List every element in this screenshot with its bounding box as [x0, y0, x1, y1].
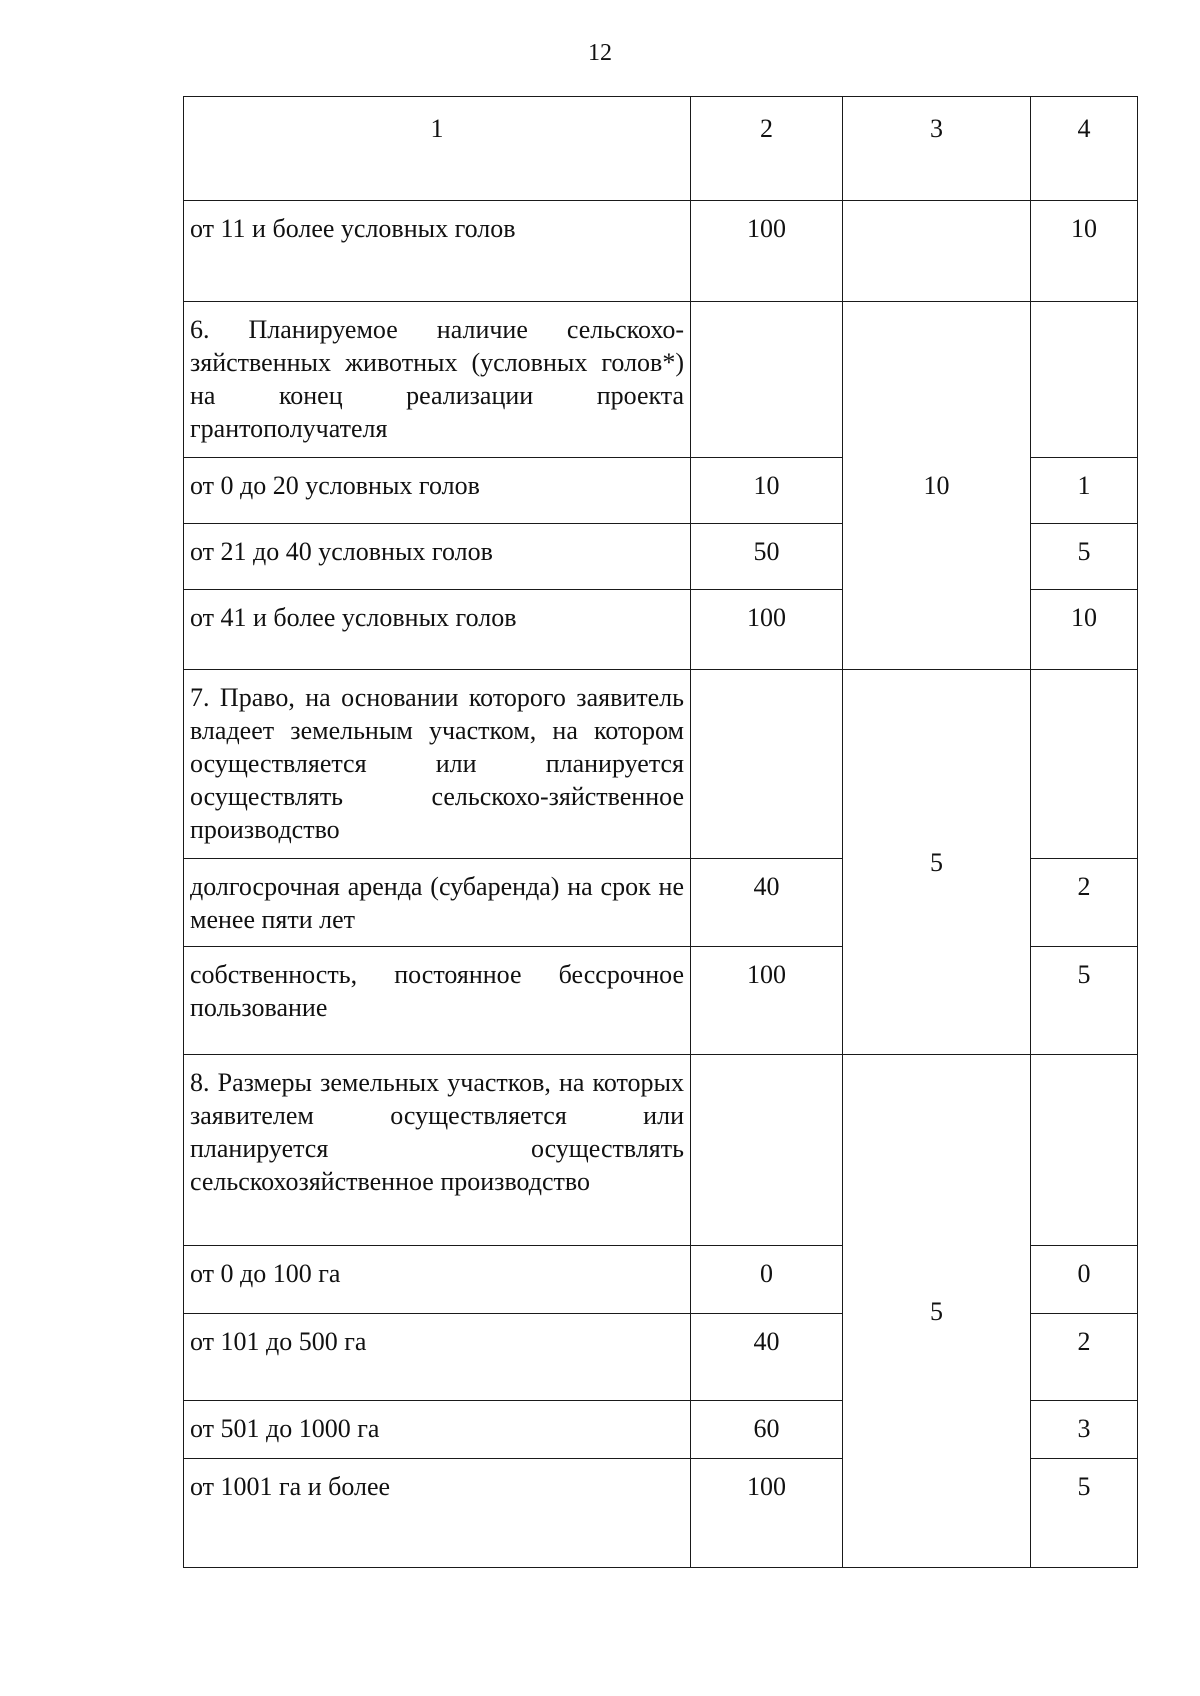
criterion-title: 7. Право, на основании которого заявитель владеет земельным участком, на котором осуществляется или планируется осуществлять сельскохо-зяйственное производство [184, 670, 691, 859]
option-points: 5 [1031, 524, 1138, 590]
criteria-table [183, 96, 1138, 1568]
option-score: 40 [691, 1314, 843, 1401]
option-score: 10 [691, 458, 843, 524]
option-points: 3 [1031, 1401, 1138, 1459]
criterion-option: от 11 и более условных голов [184, 201, 691, 302]
option-score: 100 [691, 1459, 843, 1568]
criterion-option: от 0 до 100 га [184, 1246, 691, 1314]
header-cell-1: 1 [184, 97, 691, 201]
option-score: 40 [691, 859, 843, 947]
criterion-weight: 5 [843, 1055, 1031, 1568]
criterion-option: от 41 и более условных голов [184, 590, 691, 670]
criterion-option: от 0 до 20 условных голов [184, 458, 691, 524]
option-points: 2 [1031, 859, 1138, 947]
table-row [184, 201, 1138, 302]
option-points: 5 [1031, 947, 1138, 1055]
criterion-option: долгосрочная аренда (субаренда) на срок не менее пяти лет [184, 859, 691, 947]
option-score: 100 [691, 947, 843, 1055]
empty-cell [1031, 1055, 1138, 1246]
empty-cell [691, 670, 843, 859]
option-points: 2 [1031, 1314, 1138, 1401]
criterion-row [184, 302, 1138, 458]
empty-cell [1031, 670, 1138, 859]
empty-cell [691, 1055, 843, 1246]
criterion-weight: 10 [843, 302, 1031, 670]
criterion-option: от 1001 га и более [184, 1459, 691, 1568]
header-cell-4: 4 [1031, 97, 1138, 201]
criterion-row [184, 670, 1138, 859]
option-points: 5 [1031, 1459, 1138, 1568]
option-score: 100 [691, 590, 843, 670]
header-cell-2: 2 [691, 97, 843, 201]
header-row [184, 97, 1138, 201]
empty-cell [691, 302, 843, 458]
option-score: 0 [691, 1246, 843, 1314]
option-points: 1 [1031, 458, 1138, 524]
empty-cell [843, 201, 1031, 302]
empty-cell [1031, 302, 1138, 458]
option-points: 10 [1031, 201, 1138, 302]
criterion-option: от 21 до 40 условных голов [184, 524, 691, 590]
option-points: 0 [1031, 1246, 1138, 1314]
option-score: 100 [691, 201, 843, 302]
criterion-row [184, 1055, 1138, 1246]
option-points: 10 [1031, 590, 1138, 670]
criterion-title: 6. Планируемое наличие сельскохо-зяйственных животных (условных голов*) на конец реализации проекта грантополучателя [184, 302, 691, 458]
criterion-option: собственность, постоянное бессрочное пользование [184, 947, 691, 1055]
page-number: 12 [588, 40, 612, 66]
option-score: 60 [691, 1401, 843, 1459]
criterion-option: от 101 до 500 га [184, 1314, 691, 1401]
criterion-option: от 501 до 1000 га [184, 1401, 691, 1459]
criterion-title: 8. Размеры земельных участков, на которых заявителем осуществляется или планируется осуществлять сельскохозяйственное производство [184, 1055, 691, 1246]
option-score: 50 [691, 524, 843, 590]
header-cell-3: 3 [843, 97, 1031, 201]
criterion-weight: 5 [843, 670, 1031, 1055]
